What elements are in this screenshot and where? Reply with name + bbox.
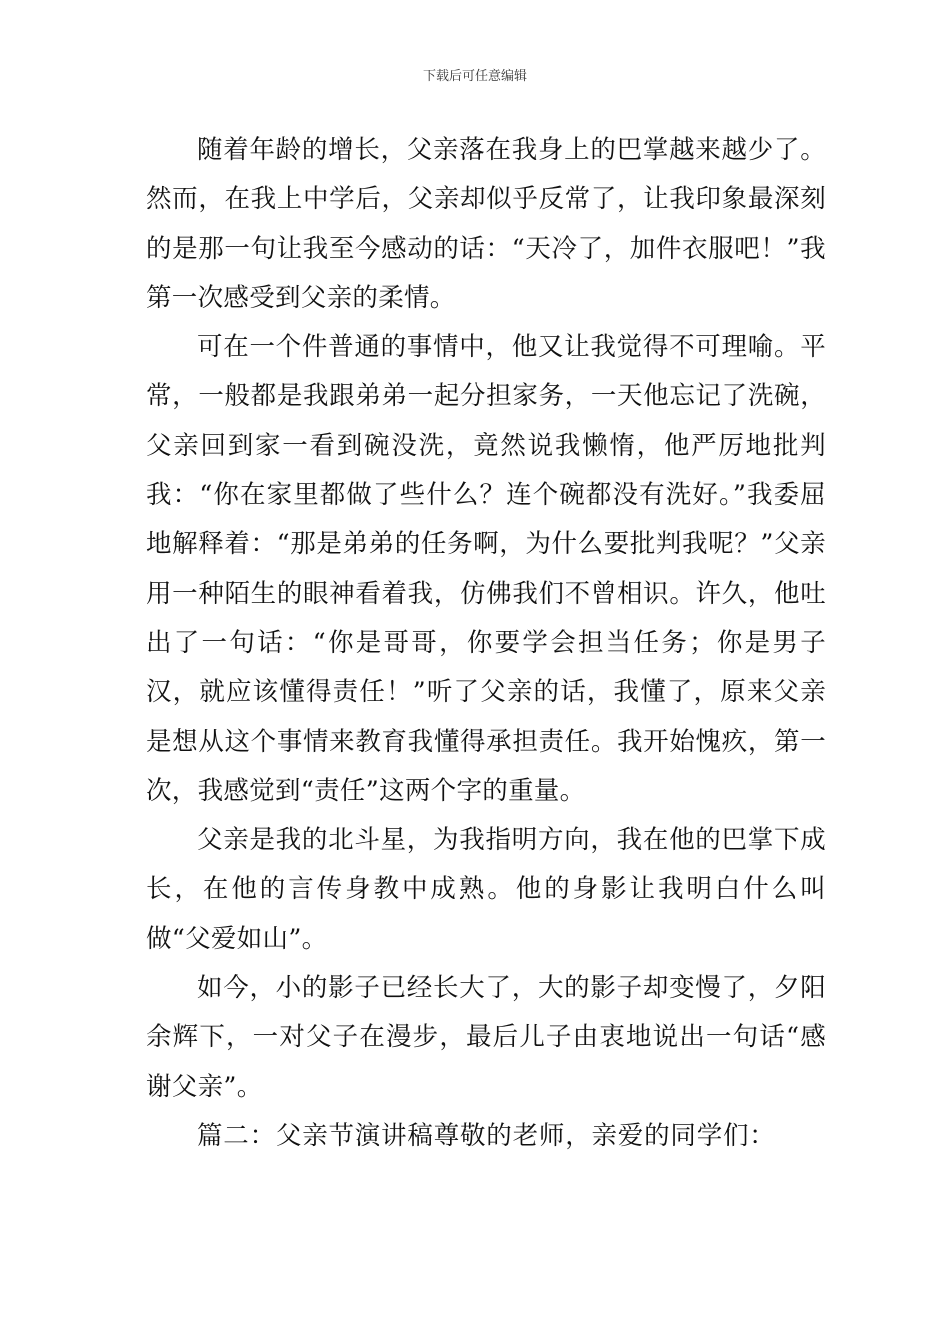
page-header: 下载后可任意编辑: [422, 69, 527, 84]
document-body: [146, 126, 826, 1161]
paragraph-4: 如今，小的影子已经长大了，大的影子却变慢了，夕阳余辉下，一对父子在漫步，最后儿子由衷地说出一句话“感谢父亲”。: [146, 973, 826, 1102]
paragraph-3: 父亲是我的北斗星，为我指明方向，我在他的巴掌下成长，在他的言传身教中成熟。他的身影让我明白什么叫做“父爱如山”。: [146, 825, 826, 954]
paragraph-2: 可在一个件普通的事情中，他又让我觉得不可理喻。平常，一般都是我跟弟弟一起分担家务，一天他忘记了洗碗，父亲回到家一看到碗没洗，竟然说我懒惰，他严厉地批判我：“你在家里都做了些什么？连个碗都没有洗好。”我委屈地解释着：“那是弟弟的任务啊，为什么要批判我呢？”父亲用一种陌生的眼神看着我，仿佛我们不曾相识。许久，他吐出了一句话：“你是哥哥，你要学会担当任务；你是男子汉，就应该懂得责任！”听了父亲的话，我懂了，原来父亲是想从这个事情来教育我懂得承担责任。我开始愧疚，第一次，我感觉到“责任”这两个字的重量。: [146, 332, 826, 806]
paragraph-1: 随着年龄的增长，父亲落在我身上的巴掌越来越少了。然而，在我上中学后，父亲却似乎反常了，让我印象最深刻的是那一句让我至今感动的话：“天冷了，加件衣服吧！”我第一次感受到父亲的柔情。: [146, 135, 826, 313]
section-heading: 篇二：父亲节演讲稿尊敬的老师，亲爱的同学们：: [197, 1120, 776, 1151]
